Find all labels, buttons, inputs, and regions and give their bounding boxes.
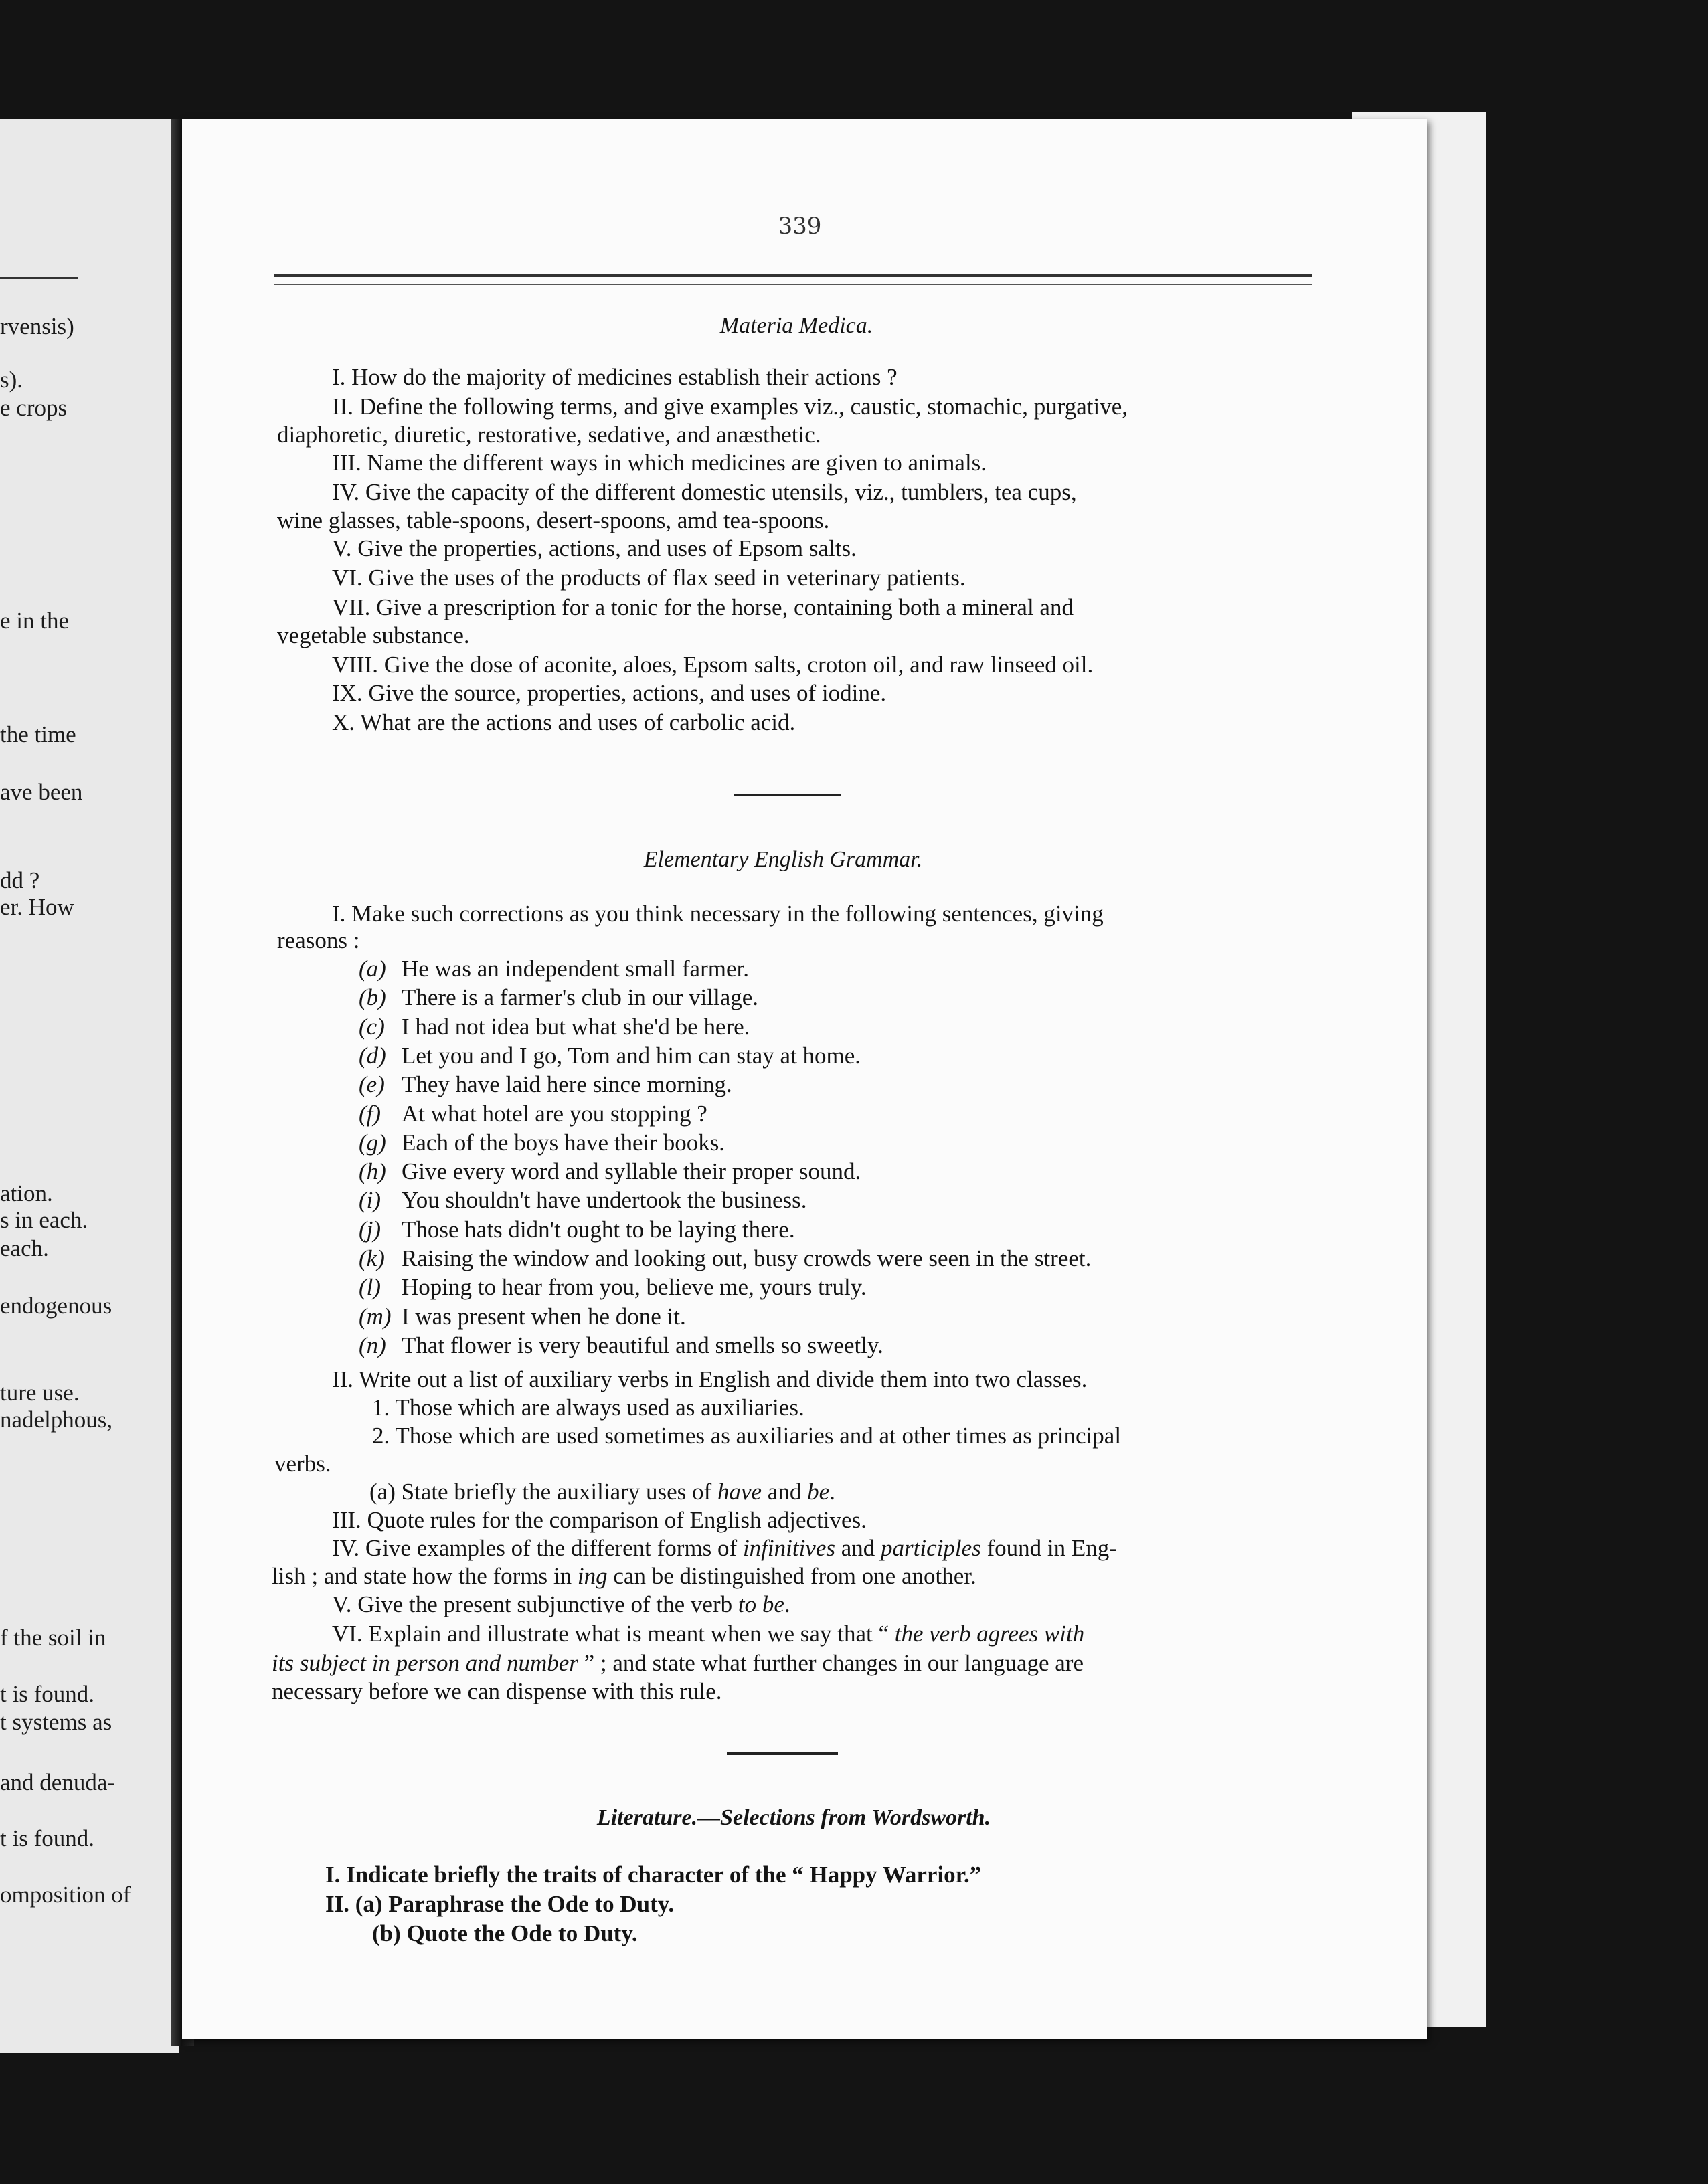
italic-word: have bbox=[717, 1479, 762, 1505]
sentence-label: (j) bbox=[359, 1216, 381, 1243]
italic-word: to be bbox=[738, 1591, 784, 1617]
left-page-line: e crops bbox=[0, 395, 68, 421]
left-page-line: ture use. bbox=[0, 1380, 80, 1406]
sentence-text: Give every word and syllable their proper sound. bbox=[402, 1158, 861, 1184]
text-run: . bbox=[784, 1591, 790, 1617]
section-heading-materia-medica: Materia Medica. bbox=[719, 313, 873, 338]
text-run: and bbox=[762, 1479, 808, 1505]
mm-line: IV. Give the capacity of the different domestic utensils, viz., tumblers, tea cups, bbox=[332, 479, 1077, 505]
text-run: found in Eng- bbox=[980, 1535, 1117, 1561]
grammar-sentence bbox=[359, 984, 758, 1011]
mm-line: VI. Give the uses of the products of flax seed in veterinary patients. bbox=[332, 565, 966, 591]
sentence-text: There is a farmer's club in our village. bbox=[402, 984, 759, 1010]
grammar-sentence bbox=[359, 1014, 750, 1040]
mm-line: vegetable substance. bbox=[277, 622, 470, 648]
grammar-intro: reasons : bbox=[277, 927, 360, 953]
section-heading-literature: Literature.—Selections from Wordsworth. bbox=[596, 1805, 991, 1830]
grammar-q5 bbox=[332, 1591, 790, 1618]
grammar-sentence bbox=[359, 1332, 883, 1359]
sentence-label: (f) bbox=[359, 1101, 381, 1127]
grammar-sentence bbox=[359, 1187, 807, 1214]
mm-line: IX. Give the source, properties, actions, and uses of iodine. bbox=[332, 680, 887, 706]
grammar-intro: I. Make such corrections as you think necessary in the following sentences, giving bbox=[332, 901, 1104, 927]
left-page-rule bbox=[0, 277, 78, 279]
sentence-label: (b) bbox=[359, 984, 386, 1010]
left-page-line: t is found. bbox=[0, 1681, 94, 1707]
left-page-line: ation. bbox=[0, 1180, 53, 1206]
sentence-label: (g) bbox=[359, 1129, 386, 1156]
grammar-sentence bbox=[359, 1303, 686, 1330]
sentence-text: I had not idea but what she'd be here. bbox=[402, 1014, 750, 1040]
left-page-line: er. How bbox=[0, 894, 74, 920]
text-run: lish ; and state how the forms in bbox=[272, 1563, 578, 1589]
sentence-text: Hoping to hear from you, believe me, yours truly. bbox=[402, 1274, 867, 1300]
sentence-label: (e) bbox=[359, 1071, 385, 1097]
literature-q2b: (b) Quote the Ode to Duty. bbox=[372, 1920, 638, 1946]
grammar-q2: II. Write out a list of auxiliary verbs in English and divide them into two classes. bbox=[332, 1366, 1088, 1392]
italic-word: be bbox=[807, 1479, 830, 1505]
text-run: and bbox=[835, 1535, 881, 1561]
grammar-sentence bbox=[359, 1216, 795, 1243]
sentence-text: I was present when he done it. bbox=[402, 1303, 686, 1330]
left-page-line: and denuda- bbox=[0, 1769, 116, 1795]
text-run: (a) State briefly the auxiliary uses of bbox=[369, 1479, 717, 1505]
grammar-q2-item1: 1. Those which are always used as auxiliaries. bbox=[372, 1394, 804, 1421]
sentence-label: (d) bbox=[359, 1042, 386, 1069]
grammar-q6-cont bbox=[272, 1650, 1084, 1677]
text-run: can be distinguished from one another. bbox=[607, 1563, 976, 1589]
mm-line: V. Give the properties, actions, and uses of Epsom salts. bbox=[332, 535, 857, 561]
sentence-label: (l) bbox=[359, 1274, 381, 1300]
italic-word: ing bbox=[577, 1563, 608, 1589]
italic-quote: the verb agrees with bbox=[894, 1621, 1085, 1647]
mm-line: diaphoretic, diuretic, restorative, sedative, and anæsthetic. bbox=[277, 422, 821, 448]
sentence-text: That flower is very beautiful and smells so sweetly. bbox=[402, 1332, 883, 1358]
sentence-text: Raising the window and looking out, busy crowds were seen in the street. bbox=[402, 1245, 1092, 1271]
mm-line: X. What are the actions and uses of carbolic acid. bbox=[332, 709, 796, 735]
section-divider bbox=[734, 794, 841, 796]
mm-line: I. How do the majority of medicines establish their actions ? bbox=[332, 364, 898, 390]
grammar-q3: III. Quote rules for the comparison of English adjectives. bbox=[332, 1507, 867, 1533]
sentence-label: (k) bbox=[359, 1245, 385, 1271]
sentence-text: You shouldn't have undertook the business. bbox=[402, 1187, 807, 1213]
grammar-sentence bbox=[359, 1245, 1091, 1272]
grammar-q6 bbox=[332, 1621, 1084, 1647]
left-page-line: dd ? bbox=[0, 867, 40, 893]
page-number: 339 bbox=[778, 213, 822, 240]
left-page-line: f the soil in bbox=[0, 1625, 106, 1651]
grammar-sentence bbox=[359, 955, 749, 982]
italic-word: infinitives bbox=[742, 1535, 835, 1561]
left-page-line: omposition of bbox=[0, 1882, 131, 1908]
sentence-text: Each of the boys have their books. bbox=[402, 1129, 725, 1156]
section-divider bbox=[727, 1752, 838, 1755]
text-run: VI. Explain and illustrate what is meant when we say that “ bbox=[332, 1621, 895, 1647]
mm-line: VII. Give a prescription for a tonic for the horse, containing both a mineral and bbox=[332, 594, 1074, 620]
grammar-q2-item2-cont: verbs. bbox=[274, 1451, 331, 1477]
header-rule-thin bbox=[274, 284, 1312, 285]
text-run: . bbox=[829, 1479, 835, 1505]
sentence-label: (i) bbox=[359, 1187, 381, 1213]
left-page-line: s in each. bbox=[0, 1207, 88, 1233]
left-page-line: ave been bbox=[0, 779, 83, 805]
grammar-q2a bbox=[369, 1479, 835, 1506]
text-run: V. Give the present subjunctive of the verb bbox=[332, 1591, 738, 1617]
left-page-line: rvensis) bbox=[0, 313, 74, 339]
sentence-label: (c) bbox=[359, 1014, 385, 1040]
mm-line: III. Name the different ways in which medicines are given to animals. bbox=[332, 450, 987, 476]
sentence-text: He was an independent small farmer. bbox=[402, 955, 749, 982]
grammar-sentence bbox=[359, 1042, 861, 1069]
left-facing-page bbox=[0, 119, 179, 2053]
grammar-sentence bbox=[359, 1129, 725, 1156]
text-run: ” ; and state what further changes in our language are bbox=[578, 1650, 1084, 1676]
grammar-q2-item2: 2. Those which are used sometimes as auxiliaries and at other times as principal bbox=[372, 1423, 1122, 1449]
sentence-label: (a) bbox=[359, 955, 386, 982]
left-page-line: t is found. bbox=[0, 1825, 94, 1851]
sentence-text: Let you and I go, Tom and him can stay at home. bbox=[402, 1042, 861, 1069]
left-page-line: t systems as bbox=[0, 1709, 112, 1735]
grammar-q6-cont2: necessary before we can dispense with this rule. bbox=[272, 1678, 722, 1704]
left-page-line: the time bbox=[0, 721, 76, 747]
left-page-line: each. bbox=[0, 1235, 49, 1261]
left-page-line: s). bbox=[0, 367, 23, 393]
sentence-text: Those hats didn't ought to be laying there. bbox=[402, 1216, 795, 1243]
grammar-sentence bbox=[359, 1101, 707, 1127]
italic-quote: its subject in person and number bbox=[272, 1650, 578, 1676]
mm-line: wine glasses, table-spoons, desert-spoons, amd tea-spoons. bbox=[277, 507, 830, 533]
mm-line: VIII. Give the dose of aconite, aloes, Epsom salts, croton oil, and raw linseed oil. bbox=[332, 652, 1094, 678]
sentence-text: At what hotel are you stopping ? bbox=[402, 1101, 707, 1127]
left-page-line: e in the bbox=[0, 608, 70, 634]
sentence-label: (h) bbox=[359, 1158, 386, 1184]
left-page-line: endogenous bbox=[0, 1293, 112, 1319]
sentence-label: (n) bbox=[359, 1332, 386, 1358]
mm-line: II. Define the following terms, and give examples viz., caustic, stomachic, purgative, bbox=[332, 393, 1128, 420]
sentence-text: They have laid here since morning. bbox=[402, 1071, 732, 1097]
grammar-sentence bbox=[359, 1274, 867, 1301]
section-heading-grammar: Elementary English Grammar. bbox=[643, 847, 923, 872]
grammar-q4-cont bbox=[272, 1563, 976, 1590]
literature-q1: I. Indicate briefly the traits of character of the “ Happy Warrior.” bbox=[325, 1861, 982, 1888]
italic-word: participles bbox=[881, 1535, 981, 1561]
grammar-q4 bbox=[332, 1535, 1117, 1562]
left-page-line: nadelphous, bbox=[0, 1406, 113, 1433]
header-rule bbox=[274, 274, 1312, 277]
text-run: IV. Give examples of the different forms of bbox=[332, 1535, 743, 1561]
sentence-label: (m) bbox=[359, 1303, 392, 1330]
grammar-sentence bbox=[359, 1071, 732, 1098]
literature-q2: II. (a) Paraphrase the Ode to Duty. bbox=[325, 1891, 675, 1917]
grammar-sentence bbox=[359, 1158, 861, 1185]
